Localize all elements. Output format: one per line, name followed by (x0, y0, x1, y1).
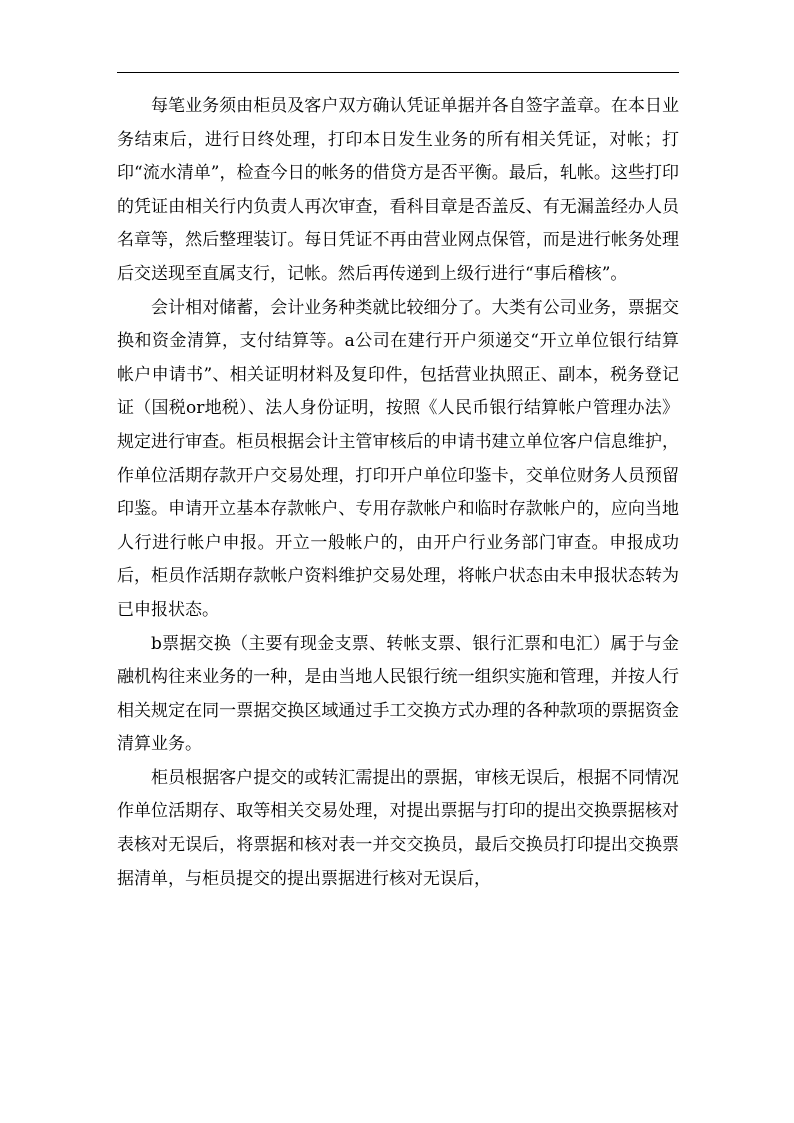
header-rule (117, 72, 679, 73)
paragraph: b票据交换（主要有现金支票、转帐支票、银行汇票和电汇）属于与金融机构往来业务的一种，是由当地人民银行统一组织实施和管理，并按人行相关规定在同一票据交换区域通过手工交换方式办理的各种款项的票据资金清算业务。 (117, 633, 679, 755)
paragraph: 会计相对储蓄，会计业务种类就比较细分了。大类有公司业务，票据交换和资金清算，支付结算等。a公司在建行开户须递交“开立单位银行结算帐户申请书”、相关证明材料及复印件，包括营业执照正、副本，税务登记证（国税or地税）、法人身份证明，按照《人民币银行结算帐户管理办法》规定进行审查。柜员根据会计主管审核后的申请书建立单位客户信息维护，作单位活期存款开户交易处理，打印开户单位印鉴卡，交单位财务人员预留印鉴。申请开立基本存款帐户、专用存款帐户和临时存款帐户的，应向当地人行进行帐户申报。开立一般帐户的，由开户行业务部门审查。申报成功后，柜员作活期存款帐户资料维护交易处理，将帐户状态由未申报状态转为已申报状态。 (117, 297, 679, 620)
document-body (117, 90, 679, 896)
paragraph: 每笔业务须由柜员及客户双方确认凭证单据并各自签字盖章。在本日业务结束后，进行日终处理，打印本日发生业务的所有相关凭证，对帐；打印“流水清单”，检查今日的帐务的借贷方是否平衡。最后，轧帐。这些打印的凭证由相关行内负责人再次审查，看科目章是否盖反、有无漏盖经办人员名章等，然后整理装订。每日凭证不再由营业网点保管，而是进行帐务处理后交送现至直属支行，记帐。然后再传递到上级行进行“事后稽核”。 (117, 96, 679, 284)
paragraph: 柜员根据客户提交的或转汇需提出的票据，审核无误后，根据不同情况作单位活期存、取等相关交易处理，对提出票据与打印的提出交换票据核对表核对无误后，将票据和核对表一并交交换员，最后交换员打印提出交换票据清单，与柜员提交的提出票据进行核对无误后， (117, 767, 679, 889)
